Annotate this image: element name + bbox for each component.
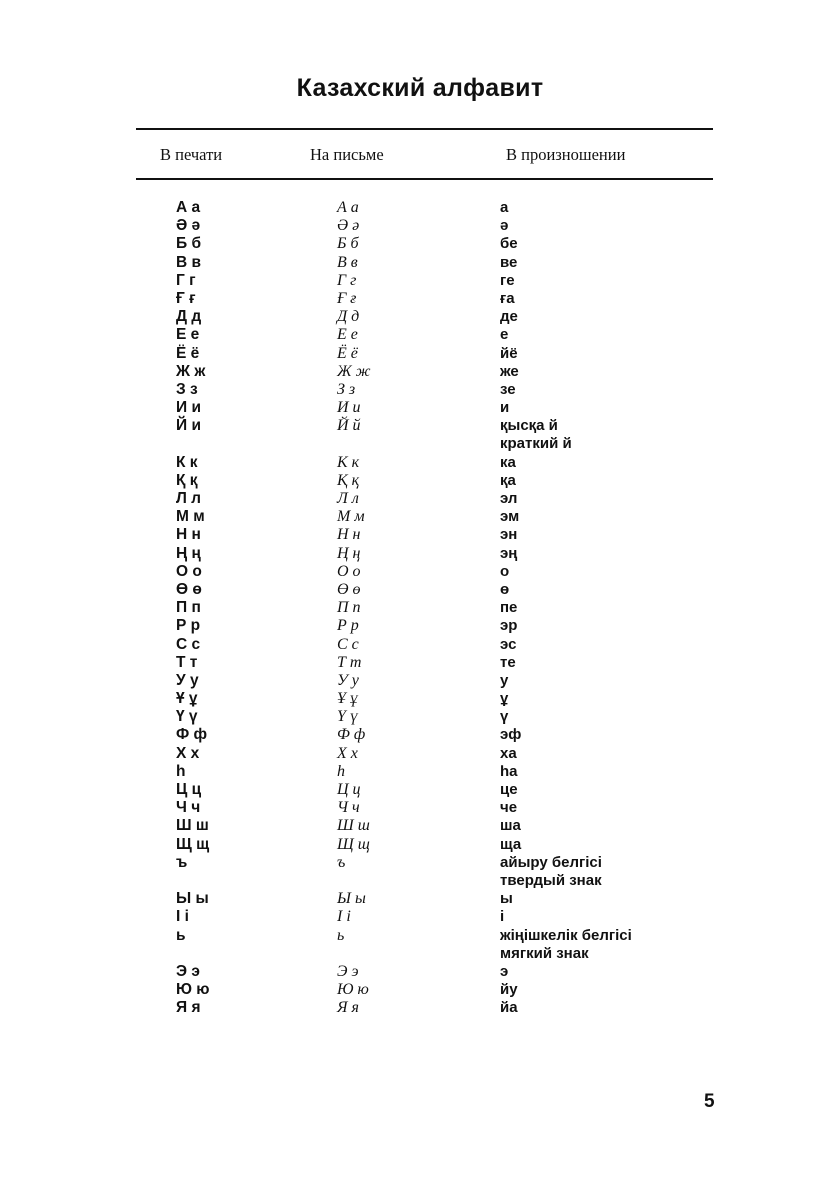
pronunciation: ға: [500, 289, 515, 307]
pronunciation-russian: краткий й: [500, 435, 572, 453]
header-print: В печати: [160, 145, 223, 164]
table-row: [0, 490, 840, 508]
pronunciation: эс: [500, 635, 517, 653]
pronunciation: о: [500, 562, 510, 580]
script-form: Н н: [337, 526, 361, 544]
print-form: ь: [176, 926, 186, 944]
pronunciation: те: [500, 653, 516, 671]
table-row: [0, 254, 840, 272]
script-form: Г г: [337, 271, 357, 289]
table-row: [0, 545, 840, 563]
table-row: [0, 763, 840, 781]
print-form: О о: [176, 562, 202, 580]
pronunciation: э: [500, 962, 509, 980]
script-form: П п: [337, 599, 361, 617]
script-form: У у: [337, 671, 359, 689]
script-form: Х х: [337, 744, 358, 762]
pronunciation: ү: [500, 708, 509, 726]
pronunciation: ша: [500, 817, 521, 835]
script-form: Ы ы: [337, 890, 366, 908]
table-row: [0, 235, 840, 253]
script-form: М м: [337, 508, 365, 526]
pronunciation: а: [500, 199, 509, 216]
print-form: Ф ф: [176, 726, 208, 744]
print-form: Қ қ: [176, 471, 198, 489]
script-form: Ч ч: [337, 799, 360, 817]
print-form: Ұ ұ: [176, 690, 198, 708]
table-row: [0, 817, 840, 835]
script-form: Ә ә: [337, 217, 360, 235]
script-form: З з: [337, 380, 356, 398]
print-form: һ: [176, 762, 186, 780]
pronunciation: и: [500, 399, 510, 417]
script-form: Б б: [337, 235, 359, 253]
alphabet-table: [0, 199, 840, 1017]
print-form: Ч ч: [176, 799, 201, 817]
script-form: Ю ю: [337, 981, 369, 999]
print-form: Ц ц: [176, 781, 202, 799]
header-script: На письме: [310, 145, 384, 164]
print-form: Я я: [176, 999, 201, 1017]
script-form: К к: [337, 453, 360, 471]
table-row: [0, 927, 840, 963]
script-form: Щ щ: [337, 835, 370, 853]
print-form: З з: [176, 380, 198, 398]
script-form: Э э: [337, 962, 359, 980]
print-form: К к: [176, 453, 198, 471]
pronunciation: це: [500, 781, 518, 799]
table-row: [0, 672, 840, 690]
print-form: Ы ы: [176, 890, 209, 908]
table-row: [0, 417, 840, 453]
script-form: И и: [337, 399, 361, 417]
table-row: [0, 345, 840, 363]
script-form: Ө ө: [337, 580, 361, 598]
table-row: [0, 326, 840, 344]
print-form: Ә ә: [176, 217, 201, 235]
print-form: Ң ң: [176, 544, 201, 562]
script-form: Ү ү: [337, 708, 358, 726]
table-row: [0, 508, 840, 526]
pronunciation: ща: [500, 835, 522, 853]
pronunciation: де: [500, 308, 518, 326]
table-row: [0, 199, 840, 217]
script-form: Ң ң: [337, 544, 361, 562]
script-form: Ф ф: [337, 726, 366, 744]
script-form: Ғ ғ: [337, 289, 357, 307]
table-row: [0, 908, 840, 926]
page-title: Казахский алфавит: [296, 74, 544, 102]
table-row: [0, 617, 840, 635]
table-row: [0, 708, 840, 726]
table-row: [0, 745, 840, 763]
table-row: [0, 963, 840, 981]
script-form: С с: [337, 635, 359, 653]
script-form: ь: [337, 926, 345, 944]
table-row: [0, 654, 840, 672]
table-row: [0, 636, 840, 654]
table-row: [0, 999, 840, 1017]
print-form: И и: [176, 399, 201, 417]
pronunciation: ге: [500, 271, 515, 289]
print-form: Ё ё: [176, 344, 200, 362]
table-row: [0, 308, 840, 326]
print-form: Б б: [176, 235, 202, 253]
script-form: В в: [337, 253, 358, 271]
script-form: ъ: [337, 853, 346, 871]
print-form: Х х: [176, 744, 200, 762]
table-row: [0, 363, 840, 381]
script-form: Ж ж: [337, 362, 371, 380]
pronunciation: че: [500, 799, 518, 817]
print-form: В в: [176, 253, 202, 271]
script-form: Ұ ұ: [337, 690, 358, 708]
script-form: І і: [337, 908, 351, 926]
pronunciation: йу: [500, 981, 518, 999]
pronunciation: қа: [500, 471, 516, 489]
pronunciation: і: [500, 908, 505, 926]
pronunciation: йё: [500, 344, 518, 362]
print-form: Й и: [176, 417, 201, 435]
print-form: П п: [176, 599, 201, 617]
print-form: Н н: [176, 526, 201, 544]
pronunciation: жіңішкелік белгісі: [500, 926, 632, 944]
pronunciation: ха: [500, 744, 517, 762]
table-row: [0, 981, 840, 999]
script-form: Я я: [337, 999, 359, 1017]
print-form: Ғ ғ: [176, 289, 196, 307]
pronunciation: һа: [500, 762, 518, 780]
script-form: Қ қ: [337, 471, 360, 489]
pronunciation-russian: твердый знак: [500, 871, 602, 889]
table-row: [0, 599, 840, 617]
print-form: Л л: [176, 490, 202, 508]
print-form: Д д: [176, 308, 202, 326]
pronunciation: у: [500, 671, 509, 689]
script-form: Л л: [337, 490, 359, 508]
pronunciation: ө: [500, 580, 510, 598]
table-row: [0, 381, 840, 399]
table-row: [0, 526, 840, 544]
header-pronunciation: В произношении: [506, 145, 626, 164]
print-form: Т т: [176, 653, 198, 671]
script-form: Т т: [337, 653, 362, 671]
script-form: һ: [337, 762, 345, 780]
pronunciation: қысқа й: [500, 417, 558, 435]
table-row: [0, 854, 840, 890]
pronunciation: эл: [500, 490, 518, 508]
table-row: [0, 581, 840, 599]
pronunciation: е: [500, 326, 509, 344]
pronunciation: эм: [500, 508, 520, 526]
script-form: Е е: [337, 326, 358, 344]
print-form: Р р: [176, 617, 201, 635]
print-form: І і: [176, 908, 189, 926]
script-form: А а: [337, 199, 359, 216]
table-row: [0, 290, 840, 308]
table-row: [0, 217, 840, 235]
print-form: Г г: [176, 271, 196, 289]
pronunciation: ә: [500, 217, 509, 235]
table-row: [0, 472, 840, 490]
script-form: Р р: [337, 617, 359, 635]
print-form: Ө ө: [176, 580, 202, 598]
print-form: Е е: [176, 326, 200, 344]
pronunciation: ка: [500, 453, 516, 471]
table-header-rule: [136, 178, 713, 180]
table-top-rule: [136, 128, 713, 130]
pronunciation: эң: [500, 544, 518, 562]
pronunciation: зе: [500, 380, 516, 398]
print-form: Ш ш: [176, 817, 209, 835]
script-form: Ц ц: [337, 781, 361, 799]
print-form: ъ: [176, 853, 188, 871]
print-form: Э э: [176, 962, 200, 980]
table-row: [0, 890, 840, 908]
table-row: [0, 726, 840, 744]
table-row: [0, 563, 840, 581]
print-form: М м: [176, 508, 205, 526]
pronunciation: бе: [500, 235, 518, 253]
pronunciation: пе: [500, 599, 518, 617]
pronunciation: эр: [500, 617, 518, 635]
script-form: Й й: [337, 417, 361, 435]
pronunciation: айыру белгісі: [500, 853, 602, 871]
table-row: [0, 836, 840, 854]
print-form: С с: [176, 635, 201, 653]
print-form: У у: [176, 671, 199, 689]
script-form: О о: [337, 562, 361, 580]
pronunciation: ы: [500, 890, 513, 908]
table-row: [0, 799, 840, 817]
pronunciation-russian: мягкий знак: [500, 944, 589, 962]
pronunciation: йа: [500, 999, 518, 1017]
pronunciation: же: [500, 362, 519, 380]
script-form: Ё ё: [337, 344, 358, 362]
pronunciation: ве: [500, 253, 518, 271]
print-form: Ү ү: [176, 708, 198, 726]
table-row: [0, 454, 840, 472]
pronunciation: эн: [500, 526, 518, 544]
table-row: [0, 781, 840, 799]
print-form: Ю ю: [176, 981, 210, 999]
table-row: [0, 690, 840, 708]
page-number: 5: [704, 1091, 715, 1112]
print-form: Ж ж: [176, 362, 206, 380]
pronunciation: эф: [500, 726, 522, 744]
table-row: [0, 399, 840, 417]
print-form: А а: [176, 199, 201, 216]
script-form: Ш ш: [337, 817, 370, 835]
print-form: Щ щ: [176, 835, 210, 853]
script-form: Д д: [337, 308, 360, 326]
pronunciation: ұ: [500, 690, 509, 708]
table-row: [0, 272, 840, 290]
